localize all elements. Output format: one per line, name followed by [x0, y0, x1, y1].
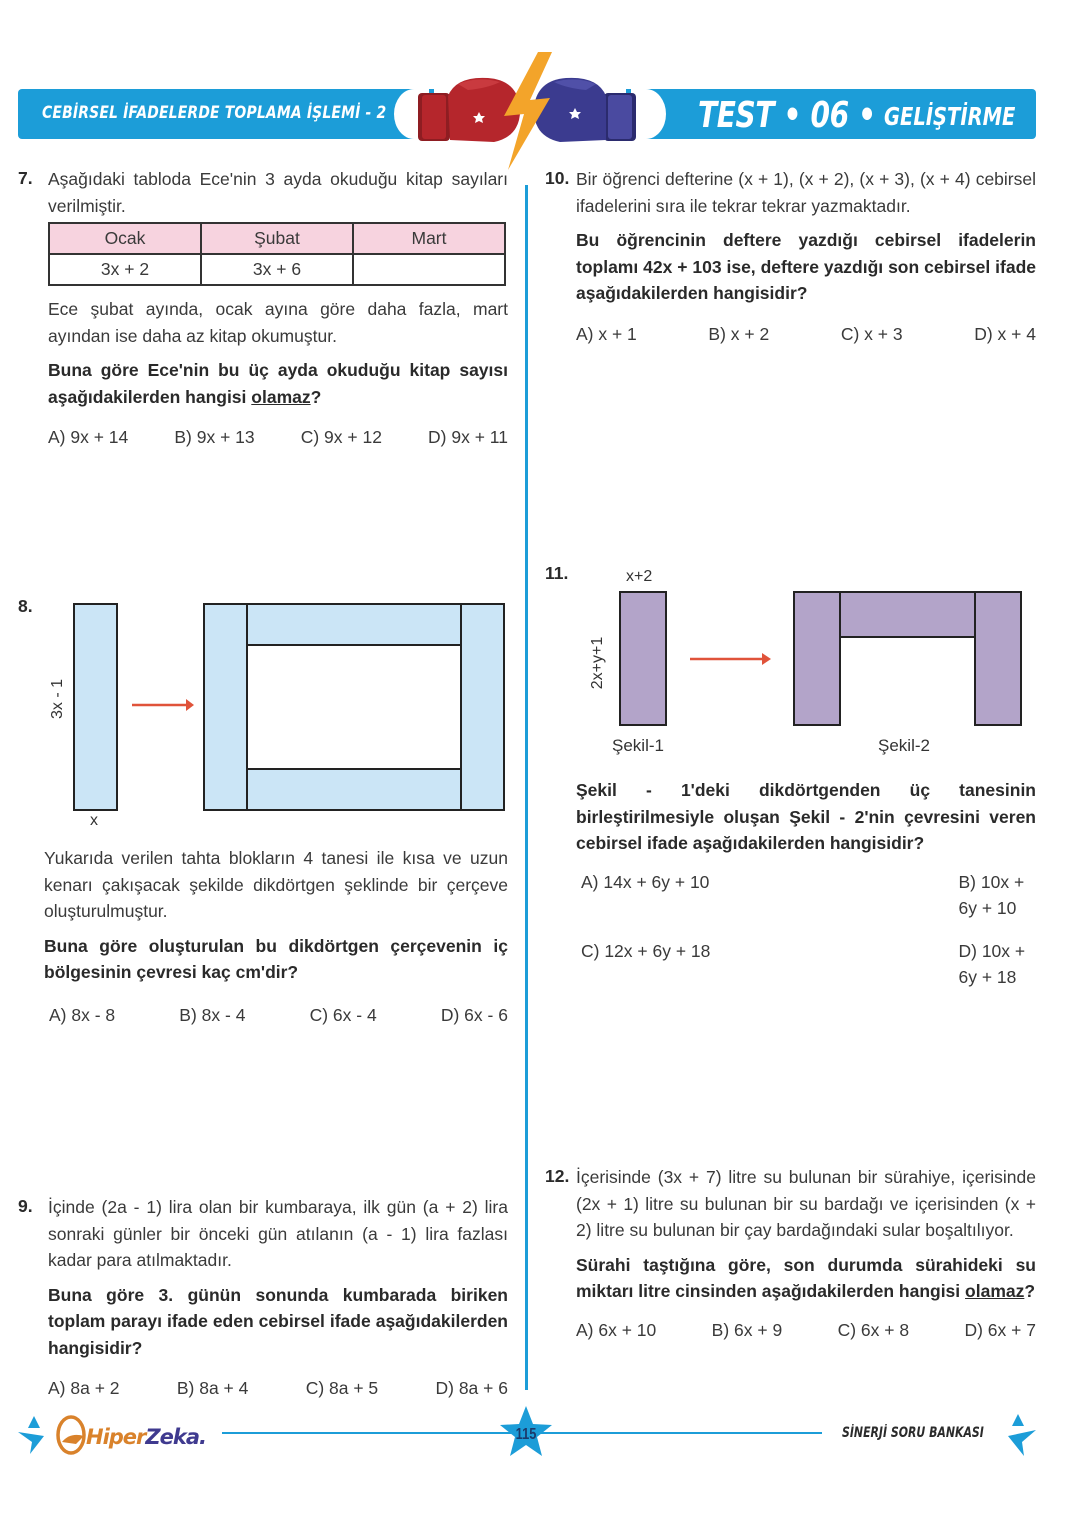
table-cell — [353, 254, 505, 285]
answer-options — [576, 1317, 1036, 1344]
star-fragment-icon — [1004, 1412, 1038, 1458]
star-fragment-icon — [16, 1414, 46, 1458]
answer-options — [48, 424, 508, 451]
option-c[interactable]: C) 8a + 5 — [305, 1378, 379, 1398]
option-b[interactable]: B) x + 2 — [708, 323, 770, 344]
question-prompt: Buna göre 3. günün sonunda kumbarada biriken toplam parayı ifade eden cebirsel ifade aşağıdakilerden hangisidir? — [48, 1284, 508, 1358]
option-a[interactable]: A) 8a + 2 — [48, 1378, 120, 1398]
option-b[interactable]: B) 6x + 9 — [711, 1319, 783, 1340]
question-body: Yukarıda verilen tahta blokların 4 tanesi ile kısa ve uzun kenarı çakışacak şekilde dikdörtgen şeklinde bir çerçeve oluşturulmuştur. — [44, 848, 508, 921]
option-b[interactable]: B) 10x + 6y + 10 — [958, 871, 1025, 918]
question-body: İçinde (2a - 1) lira olan bir kumbaraya, ilk gün (a + 2) lira sonraki günler bir önceki gün atılanın (a - 1) lira fazlası kadar para atılmaktadır. — [48, 1197, 508, 1270]
option-c[interactable]: C) 12x + 6y + 18 — [581, 940, 711, 961]
prompt-end: ? — [1024, 1281, 1036, 1301]
difficulty-level: GELİŞTİRME — [884, 102, 1016, 131]
table-header-cell: Ocak — [49, 223, 201, 254]
table-header-cell: Şubat — [201, 223, 353, 254]
option-a[interactable]: A) 6x + 10 — [576, 1319, 657, 1340]
option-a[interactable]: A) 14x + 6y + 10 — [581, 871, 710, 892]
question-11 — [576, 777, 1036, 991]
question-body: İçerisinde (3x + 7) litre su bulunan bir sürahiye, içerisinde (2x + 1) litre su bulunan bir su bardağı ve içerisinden (x + 2) litre su bulunan bir çay bardağındaki sular boşaltılıyor. — [576, 1167, 1036, 1240]
brand-part-1: Hiper — [86, 1425, 146, 1449]
page-number-badge — [498, 1404, 554, 1460]
top-label: x+2 — [626, 568, 653, 585]
question-number: 9. — [18, 1196, 33, 1216]
question-prompt: Buna göre oluşturulan bu dikdörtgen çerçevenin iç bölgesinin çevresi kaç cm'dir? — [44, 935, 508, 982]
option-d[interactable]: D) 8a + 6 — [435, 1378, 508, 1398]
question-number: 12. — [545, 1166, 570, 1186]
option-d[interactable]: D) 9x + 11 — [428, 427, 508, 447]
header-banner-right — [640, 89, 1036, 139]
option-c[interactable]: C) 6x + 8 — [837, 1319, 910, 1340]
egg-logo-icon — [54, 1412, 88, 1456]
page-number: 115 — [515, 1426, 537, 1443]
brand-part-2: Zeka. — [145, 1425, 206, 1449]
option-d[interactable]: D) 6x + 7 — [964, 1319, 1036, 1340]
table-cell: 3x + 6 — [201, 254, 353, 285]
brand-name — [86, 1425, 206, 1449]
header-banner-left — [18, 89, 420, 139]
option-c[interactable]: C) 9x + 12 — [300, 427, 382, 447]
question-7 — [48, 166, 508, 451]
answer-options — [576, 321, 1036, 348]
question-number: 11. — [545, 563, 569, 583]
series-name: SİNERJİ SORU BANKASI — [842, 1425, 984, 1441]
question-number: 8. — [18, 596, 33, 616]
option-d[interactable]: D) x + 4 — [974, 323, 1036, 344]
question-9 — [48, 1194, 508, 1402]
option-b[interactable]: B) 8x - 4 — [179, 1004, 246, 1025]
question-number: 10. — [545, 168, 570, 188]
option-a[interactable]: A) 8x - 8 — [49, 1004, 116, 1025]
side-label: 3x - 1 — [49, 679, 66, 720]
option-c[interactable]: C) x + 3 — [840, 323, 903, 344]
section-title: CEBİRSEL İFADELERDE TOPLAMA İŞLEMİ - 2 — [42, 103, 387, 123]
option-c[interactable]: C) 6x - 4 — [309, 1004, 377, 1025]
option-b[interactable]: B) 9x + 13 — [174, 427, 255, 447]
answer-options — [576, 869, 1036, 991]
question-8 — [44, 845, 508, 1028]
books-table — [48, 222, 506, 286]
question-prompt: Bu öğrencinin deftere yazdığı cebirsel ifadelerin toplamı 42x + 103 ise, deftere yazdığı son cebirsel ifade aşağıdakilerden hangisidir? — [576, 230, 1036, 303]
side-label: 2x+y+1 — [589, 636, 606, 690]
table-cell: 3x + 2 — [49, 254, 201, 285]
question-intro: Aşağıdaki tabloda Ece'nin 3 ayda okuduğu kitap sayıları verilmiştir. — [48, 169, 508, 216]
prompt-emphasis: olamaz — [965, 1281, 1025, 1301]
question-prompt: Şekil - 1'deki dikdörtgenden üç tanesinin birleştirilmesiyle oluşan Şekil - 2'nin çevresini veren cebirsel ifade aşağıdakilerden hangisidir? — [576, 780, 1036, 853]
prompt-text: Sürahi taştığına göre, son durumda sürahideki su miktarı litre cinsinden aşağıdakilerden hangisi — [576, 1254, 1036, 1301]
question-prompt — [576, 1252, 1036, 1305]
table-header-cell: Mart — [353, 223, 505, 254]
shape-figure — [600, 585, 1030, 735]
question-prompt — [48, 357, 508, 410]
question-body: Bir öğrenci defterine (x + 1), (x + 2), (x + 3), (x + 4) cebirsel ifadelerini sıra ile tekrar tekrar yazmaktadır. — [576, 169, 1036, 216]
frame-figure — [40, 595, 515, 835]
test-number: TEST • 06 • — [698, 95, 876, 136]
figure-caption-1: Şekil-1 — [612, 736, 664, 755]
prompt-text: Buna göre Ece'nin bu üç ayda okuduğu kitap sayısı aşağıdakilerden hangisi — [48, 360, 508, 407]
option-b[interactable]: B) 8a + 4 — [176, 1378, 249, 1398]
prompt-emphasis: olamaz — [251, 386, 311, 407]
question-number: 7. — [18, 168, 33, 188]
option-a[interactable]: A) 9x + 14 — [48, 427, 129, 447]
option-d[interactable]: D) 6x - 6 — [440, 1004, 508, 1025]
column-divider — [525, 185, 528, 1390]
prompt-end: ? — [310, 386, 322, 407]
bottom-label: x — [90, 812, 98, 829]
option-d[interactable]: D) 10x + 6y + 18 — [958, 940, 1026, 987]
boxing-gloves-lightning-icon — [408, 48, 648, 173]
question-10 — [576, 166, 1036, 347]
question-12 — [576, 1164, 1036, 1343]
answer-options — [48, 1375, 508, 1402]
question-body: Ece şubat ayında, ocak ayına göre daha fazla, mart ayından ise daha az kitap okumuştur. — [48, 299, 508, 346]
answer-options — [44, 1002, 508, 1029]
figure-caption-2: Şekil-2 — [878, 736, 930, 755]
option-a[interactable]: A) x + 1 — [576, 323, 637, 344]
publisher-logo — [16, 1410, 216, 1460]
